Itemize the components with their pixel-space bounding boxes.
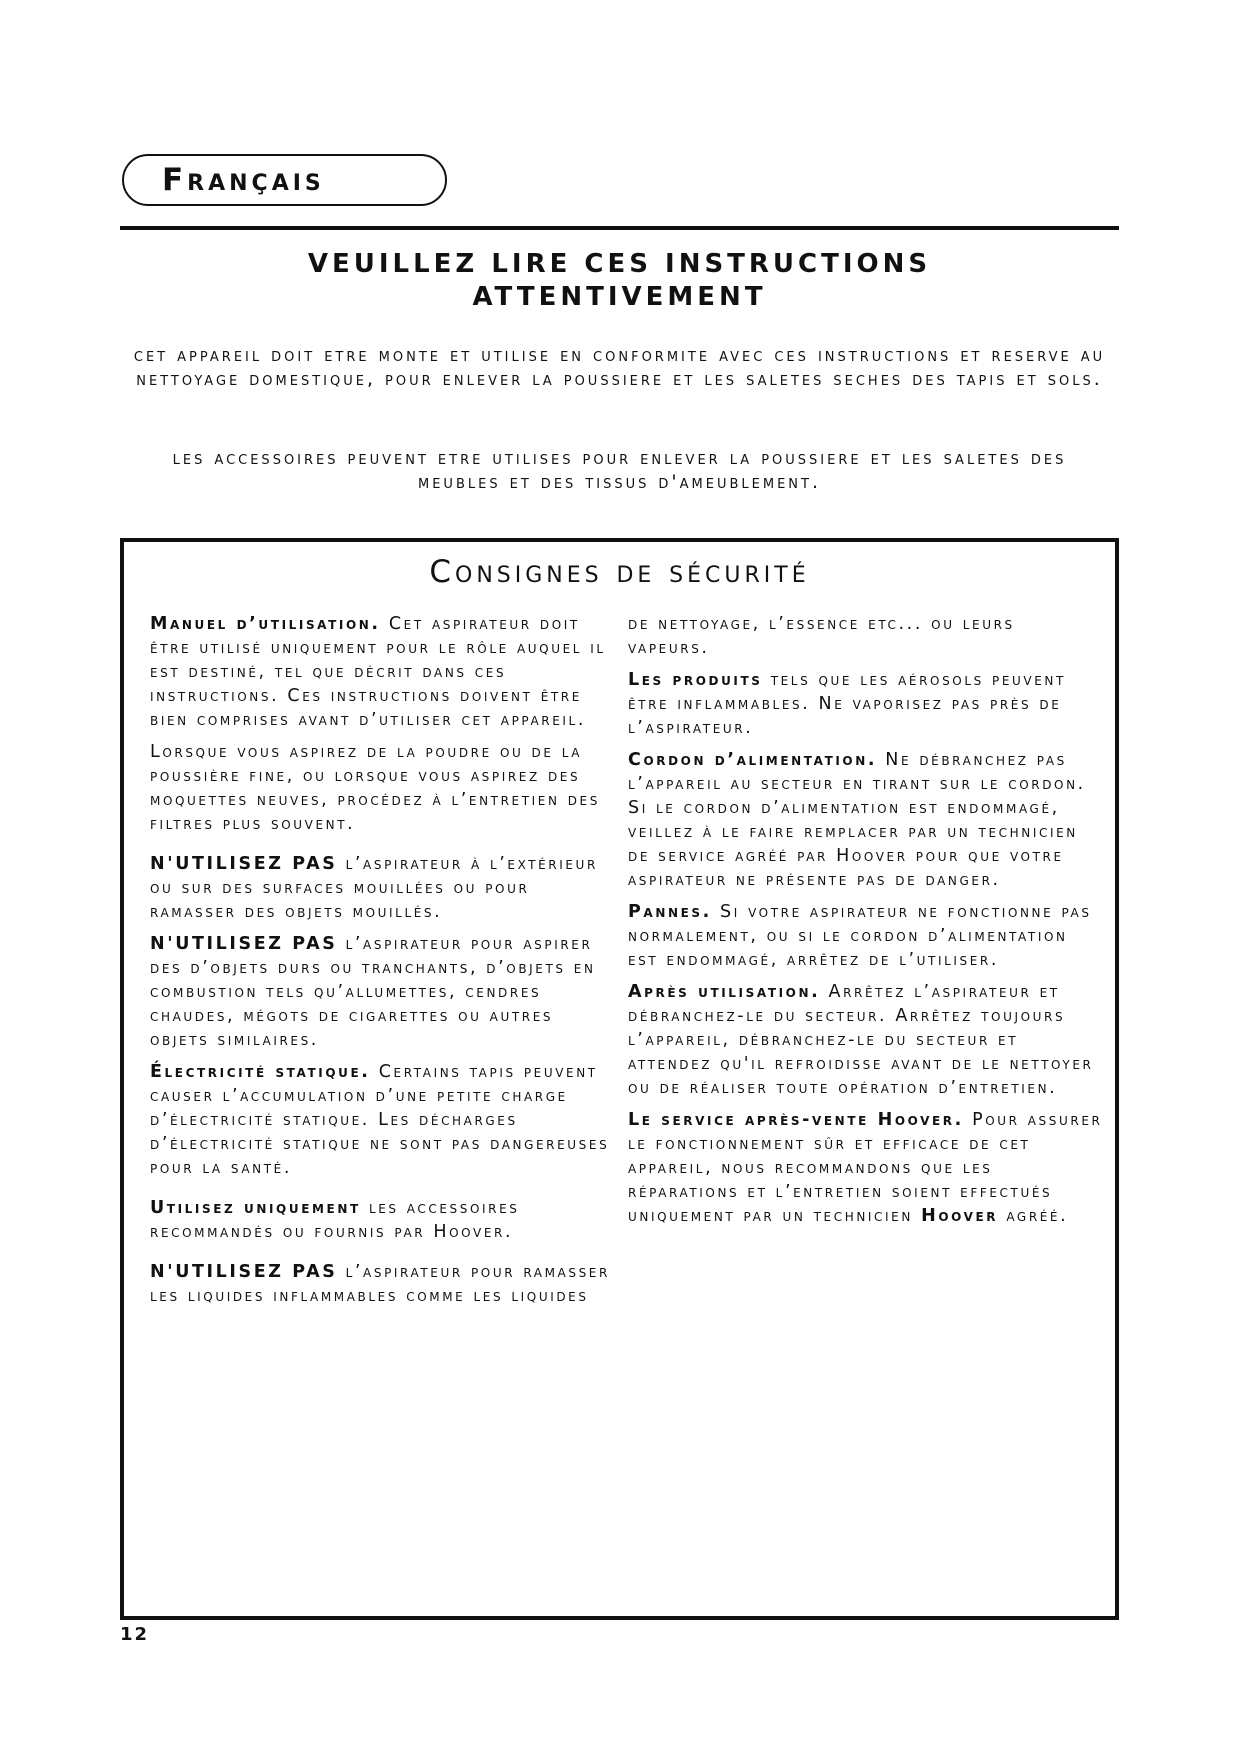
safety-item: Les produits tels que les aérosols peuvent être inflammables. Ne vaporisez pas près de l’aspirateur. xyxy=(628,670,1066,738)
safety-item: Lorsque vous aspirez de la poudre ou de la poussière fine, ou lorsque vous aspirez des moquettes neuves, procédez à l’entretien des filtres plus souvent. xyxy=(150,742,600,834)
safety-item: Manuel d’utilisation. Cet aspirateur doit être utilisé uniquement pour le rôle auquel il est destiné, tel que décrit dans ces instructions. Ces instructions doivent être bien comprises avant d’utiliser cet appareil. xyxy=(150,614,606,730)
safety-item: Le service après-vente Hoover. Pour assurer le fonctionnement sûr et efficace de cet appareil, nous recommandons que les réparations et l’entretien soient effectués uniquement par un technicien Hoover agréé. xyxy=(628,1110,1103,1226)
safety-item: Cordon d’alimentation. Ne débranchez pas l’appareil au secteur en tirant sur le cordon. Si le cordon d’alimentation est endommagé, veillez à le faire remplacer par un technicien de service agréé par Hoover pour que votre aspirateur ne présente pas de danger. xyxy=(628,750,1086,890)
page-heading: VEUILLEZ LIRE CES INSTRUCTIONS ATTENTIVEMENT xyxy=(307,249,932,312)
intro-paragraph-2: les accessoires peuvent etre utilises pour enlever la poussiere et les saletes des meubles et des tissus d'ameublement. xyxy=(172,447,1067,493)
safety-item: N'UTILISEZ PAS l’aspirateur pour ramasser les liquides inflammables comme les liquides xyxy=(150,1262,610,1306)
safety-item: Utilisez uniquement les accessoires recommandés ou fournis par Hoover. xyxy=(150,1198,520,1242)
safety-item: Électricité statique. Certains tapis peuvent causer l’accumulation d’une petite charge d’électricité statique. Les décharges d’électricité statique ne sont pas dangereuses pour la santé. xyxy=(150,1062,610,1178)
intro-paragraph-1: cet appareil doit etre monte et utilise en conformite avec ces instructions et reserve au nettoyage domestique, pour enlever la poussiere et les saletes seches des tapis et sols. xyxy=(133,344,1106,390)
safety-box xyxy=(120,538,1119,1620)
safety-column-left xyxy=(150,612,615,1316)
header-rule xyxy=(120,226,1119,230)
safety-column-right xyxy=(628,612,1103,1236)
safety-item: de nettoyage, l’essence etc... ou leurs vapeurs. xyxy=(628,614,1015,658)
safety-item: Après utilisation. Arrêtez l’aspirateur et débranchez-le du secteur. Arrêtez toujours l’appareil, débranchez-le du secteur et attendez qu'il refroidisse avant de le nettoyer ou de réaliser toute opération d’entretien. xyxy=(628,982,1094,1098)
language-tab: Français xyxy=(122,154,447,206)
page-number: 12 xyxy=(120,1624,150,1645)
safety-title: Consignes de sécurité xyxy=(429,554,810,590)
safety-item: N'UTILISEZ PAS l’aspirateur à l’extérieur ou sur des surfaces mouillées ou pour ramasser des objets mouillés. xyxy=(150,854,598,922)
safety-item: Pannes. Si votre aspirateur ne fonctionne pas normalement, ou si le cordon d’alimentation est endommagé, arrêtez de l’utiliser. xyxy=(628,902,1092,970)
safety-item: N'UTILISEZ PAS l’aspirateur pour aspirer des d’objets durs ou tranchants, d’objets en combustion tels qu’allumettes, cendres chaudes, mégots de cigarettes ou autres objets similaires. xyxy=(150,934,596,1050)
